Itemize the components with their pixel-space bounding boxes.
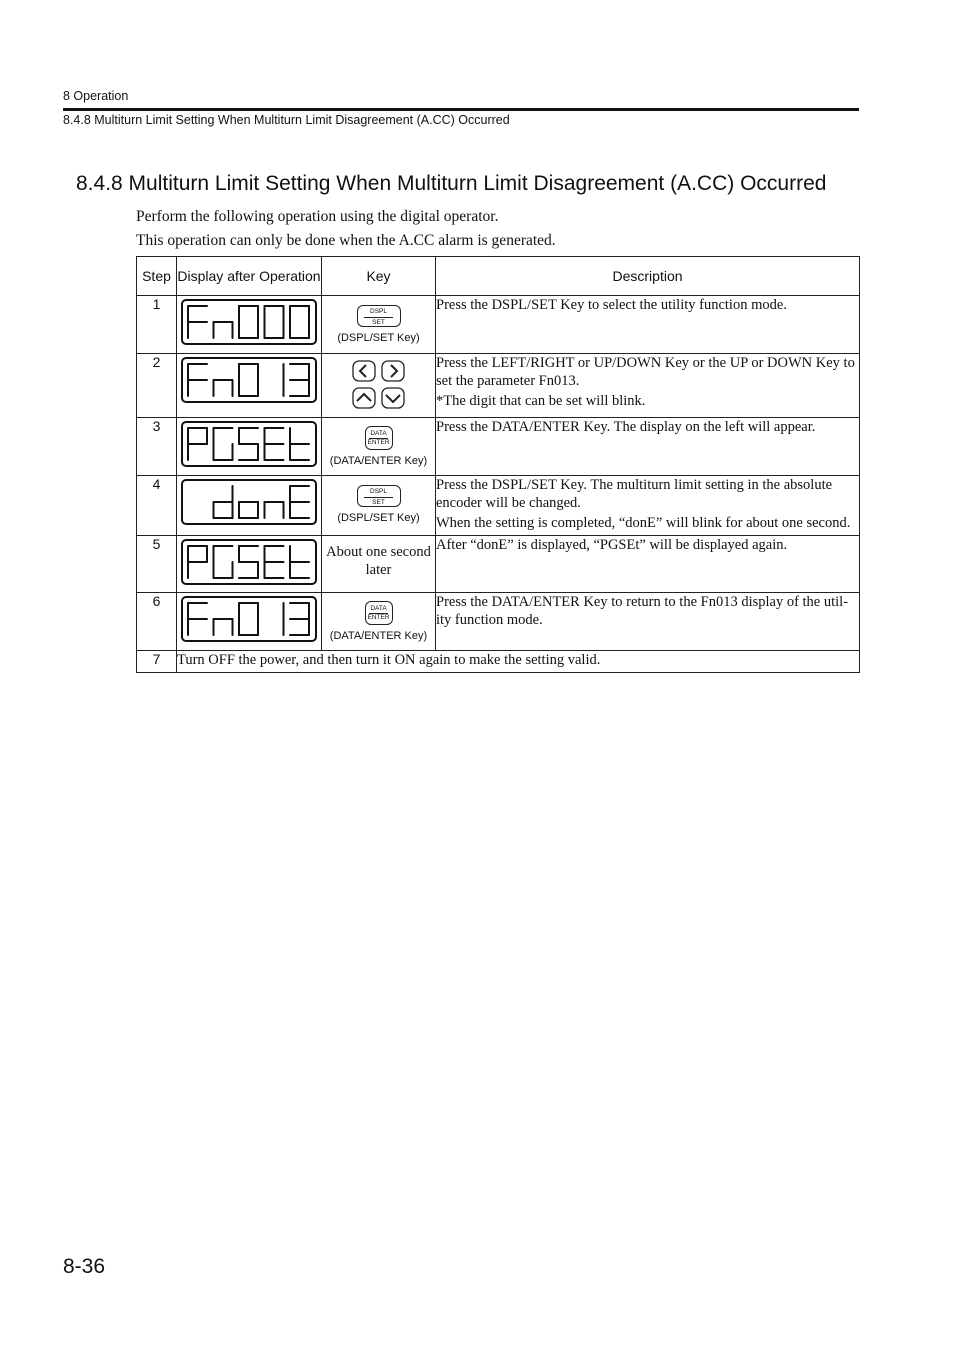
dspl-set-key-icon — [357, 305, 401, 327]
step-number: 5 — [137, 536, 177, 593]
description-text: After “donE” is displayed, “PGSEt” will be displayed again. — [436, 537, 788, 553]
final-instruction: Turn OFF the power, and then turn it ON again to make the setting valid. — [177, 651, 860, 673]
data-enter-key-icon — [365, 601, 393, 625]
description-text: Press the DATA/ENTER Key to return to the Fn013 display of the util-ity function mode. — [436, 594, 849, 628]
seven-seg-display — [181, 421, 317, 467]
step-number: 7 — [137, 651, 177, 673]
header-key: Key — [322, 257, 436, 296]
table-row — [137, 536, 860, 593]
operation-table — [136, 256, 860, 673]
key-cell — [322, 296, 436, 354]
down-arrow-icon — [381, 387, 405, 409]
lcd-display — [177, 476, 322, 536]
section-title: 8.4.8 Multiturn Limit Setting When Multiturn Limit Disagreement (A.CC) Occurred — [76, 172, 827, 195]
key-label: (DSPL/SET Key) — [337, 512, 420, 524]
table-row — [137, 476, 860, 536]
description-cell — [436, 536, 860, 593]
key-cell — [322, 354, 436, 418]
intro-line-1: Perform the following operation using the digital operator. — [136, 208, 499, 225]
seven-seg-display — [181, 299, 317, 345]
key-cell — [322, 536, 436, 593]
running-header-section: 8.4.8 Multiturn Limit Setting When Multiturn Limit Disagreement (A.CC) Occurred — [63, 113, 510, 127]
header-rule — [63, 108, 859, 111]
key-top-text: DSPL — [370, 488, 387, 495]
description-cell — [436, 354, 860, 418]
key-top-text: DSPL — [370, 308, 387, 315]
description-cell — [436, 296, 860, 354]
wait-text: About one second later — [326, 544, 431, 578]
dspl-set-key-icon — [357, 485, 401, 507]
key-bottom-text: ENTER — [367, 614, 390, 621]
key-cell — [322, 418, 436, 476]
lcd-display — [177, 536, 322, 593]
arrow-keys — [322, 360, 435, 409]
lcd-display — [177, 418, 322, 476]
table-row — [137, 418, 860, 476]
step-number: 2 — [137, 354, 177, 418]
table-row — [137, 296, 860, 354]
description-note: *The digit that can be set will blink. — [436, 393, 646, 409]
key-cell — [322, 593, 436, 651]
seven-seg-display — [181, 357, 317, 403]
key-bottom-text: ENTER — [367, 439, 390, 446]
lcd-display — [177, 296, 322, 354]
key-bottom-text: SET — [372, 499, 385, 506]
key-top-text: DATA — [370, 430, 387, 437]
description-text: Press the LEFT/RIGHT or UP/DOWN Key or the UP or DOWN Key to set the parameter Fn013. — [436, 355, 855, 389]
header-description: Description — [436, 257, 860, 296]
key-cell — [322, 476, 436, 536]
step-number: 3 — [137, 418, 177, 476]
running-header-chapter: 8 Operation — [63, 89, 129, 103]
description-cell — [436, 476, 860, 536]
description-cell — [436, 418, 860, 476]
data-enter-key-icon — [365, 426, 393, 450]
step-number: 1 — [137, 296, 177, 354]
up-arrow-icon — [352, 387, 376, 409]
key-top-text: DATA — [370, 605, 387, 612]
lcd-display — [177, 354, 322, 418]
intro-line-2: This operation can only be done when the A.CC alarm is generated. — [136, 232, 556, 249]
header-step: Step — [137, 257, 177, 296]
description-cell — [436, 593, 860, 651]
key-bottom-text: SET — [372, 319, 385, 326]
left-arrow-icon — [352, 360, 376, 382]
key-label: (DATA/ENTER Key) — [329, 630, 428, 642]
key-label: (DATA/ENTER Key) — [329, 455, 428, 467]
table-header-row — [137, 257, 860, 296]
seven-seg-display — [181, 596, 317, 642]
page-number: 8-36 — [63, 1255, 106, 1278]
description-text: Press the DSPL/SET Key. The multiturn limit setting in the absolute encoder will be changed. — [436, 477, 833, 511]
seven-seg-display — [181, 479, 317, 525]
description-text: Press the DATA/ENTER Key. The display on the left will appear. — [436, 419, 816, 435]
right-arrow-icon — [381, 360, 405, 382]
step-number: 4 — [137, 476, 177, 536]
table-row — [137, 651, 860, 673]
table-row — [137, 354, 860, 418]
lcd-display — [177, 593, 322, 651]
description-text: Press the DSPL/SET Key to select the utility function mode. — [436, 297, 787, 313]
header-display: Display after Operation — [177, 257, 322, 296]
step-number: 6 — [137, 593, 177, 651]
table-row — [137, 593, 860, 651]
seven-seg-display — [181, 539, 317, 585]
description-text-2: When the setting is completed, “donE” will blink for about one second. — [436, 515, 851, 531]
key-label: (DSPL/SET Key) — [337, 332, 420, 344]
